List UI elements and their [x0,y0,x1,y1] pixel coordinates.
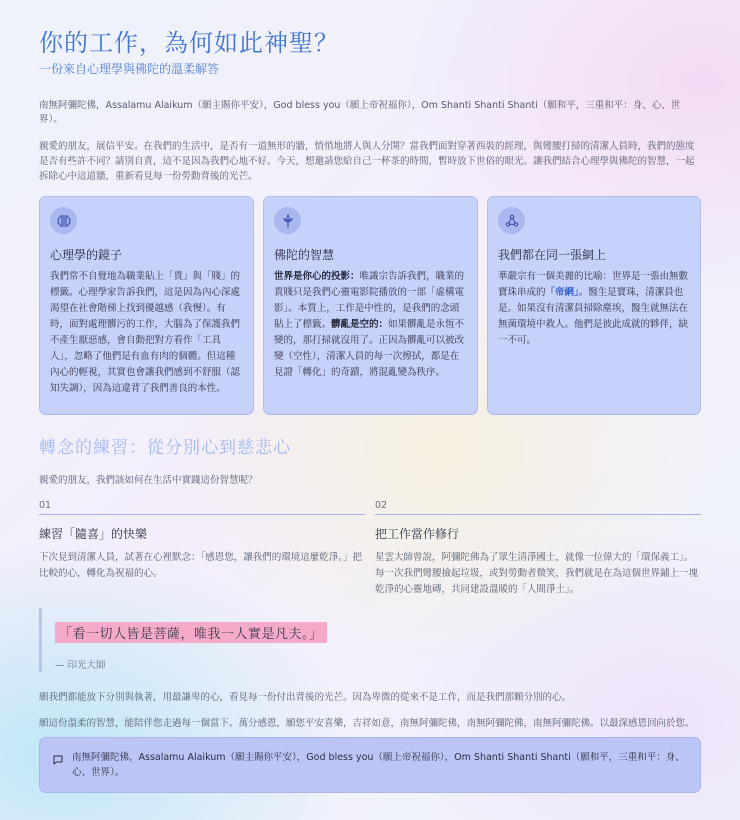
card-text-part: 華嚴宗有一個美麗的比喻：世界是一張由無數寶珠串成的 [498,271,689,298]
card-text-part: 如果髒亂是永恆不變的，那打掃就沒用了。正因為髒亂可以被改變（空性），清潔人員的每一次擦拭，都是在見證「轉化」的奇蹟，將混亂變為秩序。 [274,319,465,378]
practice-text: 下次見到清潔人員，試著在心裡默念：「感恩您，讓我們的環境這麼乾淨。」把比較的心，轉化為祝福的心。 [39,552,363,579]
practice-item [39,500,365,582]
card-bold-lead: 髒亂是空的： [331,319,389,330]
card-title: 我們都在同一張網上 [498,248,607,262]
card-text [274,269,467,381]
lotus-icon [274,207,301,234]
footer-text: 南無阿彌陀佛，Assalamu Alaikum（願主賜你平安），God bless you（願上帝祝福你），Om Shanti Shanti Shanti（願和平，三重和平：身、心、世界）。 [72,752,685,778]
practice-title: 把工作當作修行 [375,527,460,541]
card-net [487,196,701,415]
practice-number: 01 [39,500,365,515]
practice-text: 星雲大師曾說，阿彌陀佛為了眾生清淨國土，就像一位偉大的「環保義工」。每一次我們彎腰撿起垃圾，或對勞動者微笑，我們就是在為這個世界鋪上一塊乾淨的心靈地磚，共同建設溫暖的「人間淨土」。 [375,552,699,595]
closing-paragraph: 願我們都能放下分別與執著，用最謙卑的心，看見每一份付出背後的光芒。因為卑微的從來不是工作，而是我們那顆分別的心。 [39,692,572,703]
section-heading: 轉念的練習：從分別心到慈悲心 [39,438,291,458]
card-text [498,269,690,349]
page-title: 你的工作，為何如此神聖？ [39,29,339,57]
practice-title: 練習「隨喜」的快樂 [39,527,148,541]
letter [39,0,701,778]
card-text-part: 。醫生是寶珠，清潔員也是。如果沒有清潔員掃除塵埃，醫生就無法在無菌環境中救人。他們是彼此成就的夥伴，缺一不可。 [498,287,689,346]
greeting-text: 南無阿彌陀佛，Assalamu Alaikum（願主賜你平安），God bless you（願上帝祝福你），Om Shanti Shanti Shanti（願和平，三重和平：身、心、世界）。 [39,100,681,125]
quote-text: 「看一切人皆是菩薩，唯我一人實是凡夫。」 [55,622,327,643]
card-bold-lead: 世界是你心的投影： [274,271,360,282]
section-lead: 親愛的朋友，我們該如何在生活中實踐這份智慧呢？ [39,475,258,486]
card-text-part: 唯識宗告訴我們，職業的貴賤只是我們心靈電影院播放的一部「虛構電影」。本質上，工作是中性的，是我們的念頭貼上了標籤。 [274,271,465,330]
intro-text: 親愛的朋友，展信平安。在我們的生活中，是否有一道無形的牆，悄悄地將人與人分開？當我們面對穿著西裝的經理，與彎腰打掃的清潔人員時，我們的態度是否有些許不同？請別自責，這不是因為我們心地不好。今天，想邀請您給自己一杯茶的時間，暫時放下世俗的眼光。讓我們結合心理學與佛陀的智慧，一起拆除心中這道牆，重新看見每一份勞動背後的光芒。 [39,141,695,182]
card-title: 佛陀的智慧 [274,248,335,262]
practice-number: 02 [375,500,701,515]
note-icon [52,751,64,770]
card-text: 我們常不自覺地為職業貼上「貴」與「賤」的標籤。心理學家告訴我們，這是因為內心深處渴望在社會階梯上找到優越感（我慢）。有時，面對處理髒污的工作，大腦為了保護我們不產生厭惡感，會自動把對方看作「工具人」，忽略了他們是有血有肉的個體。但這種內心的輕視，其實也會讓我們感到不舒服（認知失調），因為這違背了我們善良的本性。 [50,271,241,394]
network-icon [498,207,525,234]
closing-paragraph: 願這份溫柔的智慧，能陪伴您走過每一個當下。萬分感恩，願您平安喜樂，吉祥如意，南無阿彌陀佛，南無阿彌陀佛，南無阿彌陀佛。以最深感恩回向於您。 [39,718,695,729]
card-group [39,196,701,417]
practice-list [39,500,701,596]
card-psychology [39,196,254,415]
card-title: 心理學的鏡子 [50,248,123,262]
practice-item [375,500,701,598]
card-buddha [263,196,478,415]
quote-author: — 印光大師 [55,660,106,671]
brain-icon [50,207,77,234]
card-highlight: 「帝網」 [545,287,579,298]
footer-note [39,737,701,793]
page-subtitle: 一份來自心理學與佛陀的溫柔解答 [39,62,220,76]
quote-block [39,608,701,672]
